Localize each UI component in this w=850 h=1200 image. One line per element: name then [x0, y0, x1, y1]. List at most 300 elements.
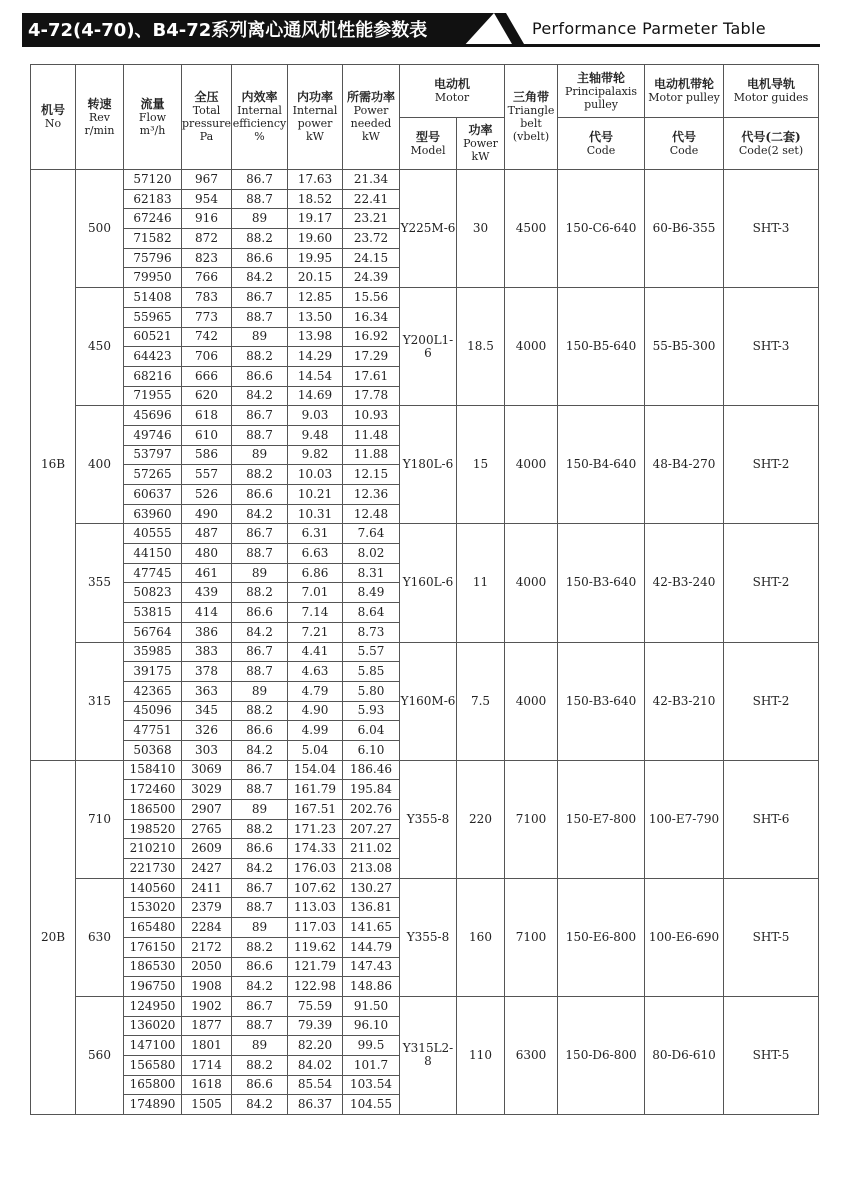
header-motor-pulley-code: 代号 Code — [645, 118, 724, 170]
pressure-cell: 345 — [182, 701, 232, 721]
efficiency-cell: 88.2 — [232, 347, 288, 367]
pressure-cell: 1902 — [182, 996, 232, 1016]
motor-guides-code-cell: SHT-2 — [724, 642, 819, 760]
header-rule — [22, 44, 820, 47]
efficiency-cell: 89 — [232, 563, 288, 583]
header-model: 型号 Model — [400, 118, 457, 170]
efficiency-cell: 86.6 — [232, 957, 288, 977]
flow-cell: 49746 — [124, 425, 182, 445]
flow-cell: 71582 — [124, 229, 182, 249]
table-row — [31, 996, 819, 1016]
rev-cell: 560 — [76, 996, 124, 1114]
pressure-cell: 2411 — [182, 878, 232, 898]
internal-power-cell: 171.23 — [288, 819, 343, 839]
header-notch — [494, 13, 524, 44]
efficiency-cell: 86.6 — [232, 1075, 288, 1095]
internal-power-cell: 121.79 — [288, 957, 343, 977]
flow-cell: 174890 — [124, 1095, 182, 1115]
efficiency-cell: 86.7 — [232, 878, 288, 898]
flow-cell: 140560 — [124, 878, 182, 898]
belt-cell: 7100 — [505, 760, 558, 878]
efficiency-cell: 86.7 — [232, 642, 288, 662]
pulley-code-cell: 150-D6-800 — [558, 996, 645, 1114]
power-needed-cell: 23.72 — [343, 229, 400, 249]
pulley-code-cell: 150-E6-800 — [558, 878, 645, 996]
pulley-code-cell: 150-B3-640 — [558, 642, 645, 760]
motor-guides-code-cell: SHT-5 — [724, 878, 819, 996]
power-needed-cell: 96.10 — [343, 1016, 400, 1036]
pressure-cell: 2284 — [182, 918, 232, 938]
belt-cell: 7100 — [505, 878, 558, 996]
header-motor-pulley: 电动机带轮 Motor pulley — [645, 65, 724, 118]
internal-power-cell: 75.59 — [288, 996, 343, 1016]
internal-power-cell: 122.98 — [288, 977, 343, 997]
efficiency-cell: 86.6 — [232, 248, 288, 268]
pressure-cell: 586 — [182, 445, 232, 465]
fan-number-cell: 16B — [31, 170, 76, 761]
motor-pulley-code-cell: 55-B5-300 — [645, 288, 724, 406]
power-needed-cell: 8.02 — [343, 544, 400, 564]
motor-guides-code-cell: SHT-6 — [724, 760, 819, 878]
power-needed-cell: 23.21 — [343, 209, 400, 229]
motor-power-cell: 220 — [457, 760, 505, 878]
pressure-cell: 480 — [182, 544, 232, 564]
pressure-cell: 3029 — [182, 780, 232, 800]
pressure-cell: 2379 — [182, 898, 232, 918]
motor-power-cell: 15 — [457, 406, 505, 524]
flow-cell: 47751 — [124, 721, 182, 741]
flow-cell: 50368 — [124, 740, 182, 760]
power-needed-cell: 17.61 — [343, 366, 400, 386]
header-pulley-code: 代号 Code — [558, 118, 645, 170]
pulley-code-cell: 150-E7-800 — [558, 760, 645, 878]
power-needed-cell: 202.76 — [343, 800, 400, 820]
header-power-needed: 所需功率 Power needed kW — [343, 65, 400, 170]
flow-cell: 63960 — [124, 504, 182, 524]
pressure-cell: 872 — [182, 229, 232, 249]
flow-cell: 196750 — [124, 977, 182, 997]
internal-power-cell: 176.03 — [288, 859, 343, 879]
internal-power-cell: 5.04 — [288, 740, 343, 760]
pressure-cell: 363 — [182, 681, 232, 701]
pressure-cell: 378 — [182, 662, 232, 682]
power-needed-cell: 22.41 — [343, 189, 400, 209]
internal-power-cell: 9.82 — [288, 445, 343, 465]
efficiency-cell: 88.7 — [232, 544, 288, 564]
power-needed-cell: 16.34 — [343, 307, 400, 327]
internal-power-cell: 7.14 — [288, 603, 343, 623]
efficiency-cell: 88.7 — [232, 1016, 288, 1036]
flow-cell: 53797 — [124, 445, 182, 465]
efficiency-cell: 89 — [232, 800, 288, 820]
efficiency-cell: 88.2 — [232, 701, 288, 721]
motor-model-cell: Y160L-6 — [400, 524, 457, 642]
table-row — [31, 878, 819, 898]
power-needed-cell: 8.31 — [343, 563, 400, 583]
power-needed-cell: 91.50 — [343, 996, 400, 1016]
belt-cell: 4000 — [505, 406, 558, 524]
internal-power-cell: 154.04 — [288, 760, 343, 780]
flow-cell: 45696 — [124, 406, 182, 426]
efficiency-cell: 86.6 — [232, 721, 288, 741]
motor-pulley-code-cell: 48-B4-270 — [645, 406, 724, 524]
power-needed-cell: 17.29 — [343, 347, 400, 367]
pressure-cell: 916 — [182, 209, 232, 229]
internal-power-cell: 82.20 — [288, 1036, 343, 1056]
motor-pulley-code-cell: 60-B6-355 — [645, 170, 724, 288]
flow-cell: 60637 — [124, 485, 182, 505]
motor-guides-code-cell: SHT-5 — [724, 996, 819, 1114]
flow-cell: 124950 — [124, 996, 182, 1016]
rev-cell: 355 — [76, 524, 124, 642]
efficiency-cell: 84.2 — [232, 977, 288, 997]
flow-cell: 176150 — [124, 937, 182, 957]
internal-power-cell: 113.03 — [288, 898, 343, 918]
efficiency-cell: 89 — [232, 918, 288, 938]
pressure-cell: 666 — [182, 366, 232, 386]
header-flow: 流量 Flow m³/h — [124, 65, 182, 170]
power-needed-cell: 15.56 — [343, 288, 400, 308]
power-needed-cell: 21.34 — [343, 170, 400, 190]
internal-power-cell: 14.54 — [288, 366, 343, 386]
pressure-cell: 1801 — [182, 1036, 232, 1056]
pressure-cell: 954 — [182, 189, 232, 209]
motor-pulley-code-cell: 100-E7-790 — [645, 760, 724, 878]
internal-power-cell: 13.50 — [288, 307, 343, 327]
flow-cell: 136020 — [124, 1016, 182, 1036]
power-needed-cell: 136.81 — [343, 898, 400, 918]
internal-power-cell: 86.37 — [288, 1095, 343, 1115]
pressure-cell: 618 — [182, 406, 232, 426]
pressure-cell: 3069 — [182, 760, 232, 780]
rev-cell: 630 — [76, 878, 124, 996]
motor-power-cell: 30 — [457, 170, 505, 288]
flow-cell: 198520 — [124, 819, 182, 839]
internal-power-cell: 174.33 — [288, 839, 343, 859]
motor-pulley-code-cell: 100-E6-690 — [645, 878, 724, 996]
internal-power-cell: 6.63 — [288, 544, 343, 564]
efficiency-cell: 86.6 — [232, 485, 288, 505]
efficiency-cell: 88.7 — [232, 898, 288, 918]
pressure-cell: 2050 — [182, 957, 232, 977]
page-header — [22, 13, 820, 47]
pressure-cell: 1505 — [182, 1095, 232, 1115]
internal-power-cell: 19.60 — [288, 229, 343, 249]
rev-cell: 400 — [76, 406, 124, 524]
internal-power-cell: 7.21 — [288, 622, 343, 642]
pressure-cell: 2765 — [182, 819, 232, 839]
motor-model-cell: Y180L-6 — [400, 406, 457, 524]
pressure-cell: 620 — [182, 386, 232, 406]
pressure-cell: 490 — [182, 504, 232, 524]
flow-cell: 67246 — [124, 209, 182, 229]
internal-power-cell: 7.01 — [288, 583, 343, 603]
power-needed-cell: 12.15 — [343, 465, 400, 485]
pressure-cell: 783 — [182, 288, 232, 308]
internal-power-cell: 4.63 — [288, 662, 343, 682]
internal-power-cell: 9.03 — [288, 406, 343, 426]
flow-cell: 210210 — [124, 839, 182, 859]
flow-cell: 35985 — [124, 642, 182, 662]
efficiency-cell: 84.2 — [232, 859, 288, 879]
efficiency-cell: 89 — [232, 209, 288, 229]
power-needed-cell: 99.5 — [343, 1036, 400, 1056]
internal-power-cell: 18.52 — [288, 189, 343, 209]
header-pulley: 主轴带轮 Principalaxis pulley — [558, 65, 645, 118]
internal-power-cell: 4.90 — [288, 701, 343, 721]
internal-power-cell: 6.86 — [288, 563, 343, 583]
power-needed-cell: 207.27 — [343, 819, 400, 839]
flow-cell: 57265 — [124, 465, 182, 485]
internal-power-cell: 14.29 — [288, 347, 343, 367]
flow-cell: 172460 — [124, 780, 182, 800]
header-efficiency: 内效率 Internal efficiency % — [232, 65, 288, 170]
internal-power-cell: 13.98 — [288, 327, 343, 347]
rev-cell: 315 — [76, 642, 124, 760]
pressure-cell: 766 — [182, 268, 232, 288]
internal-power-cell: 117.03 — [288, 918, 343, 938]
internal-power-cell: 10.21 — [288, 485, 343, 505]
belt-cell: 6300 — [505, 996, 558, 1114]
power-needed-cell: 6.04 — [343, 721, 400, 741]
efficiency-cell: 88.2 — [232, 583, 288, 603]
flow-cell: 40555 — [124, 524, 182, 544]
flow-cell: 60521 — [124, 327, 182, 347]
power-needed-cell: 5.85 — [343, 662, 400, 682]
pressure-cell: 461 — [182, 563, 232, 583]
flow-cell: 153020 — [124, 898, 182, 918]
belt-cell: 4000 — [505, 288, 558, 406]
motor-model-cell: Y225M-6 — [400, 170, 457, 288]
pressure-cell: 526 — [182, 485, 232, 505]
table-row — [31, 642, 819, 662]
pressure-cell: 1877 — [182, 1016, 232, 1036]
flow-cell: 62183 — [124, 189, 182, 209]
header-motor: 电动机 Motor — [400, 65, 505, 118]
internal-power-cell: 17.63 — [288, 170, 343, 190]
header-pressure: 全压 Total pressure Pa — [182, 65, 232, 170]
efficiency-cell: 88.2 — [232, 229, 288, 249]
power-needed-cell: 8.49 — [343, 583, 400, 603]
pressure-cell: 1618 — [182, 1075, 232, 1095]
power-needed-cell: 101.7 — [343, 1055, 400, 1075]
belt-cell: 4000 — [505, 642, 558, 760]
pressure-cell: 487 — [182, 524, 232, 544]
motor-pulley-code-cell: 80-D6-610 — [645, 996, 724, 1114]
pressure-cell: 414 — [182, 603, 232, 623]
table-row — [31, 760, 819, 780]
flow-cell: 165800 — [124, 1075, 182, 1095]
efficiency-cell: 89 — [232, 327, 288, 347]
efficiency-cell: 89 — [232, 681, 288, 701]
flow-cell: 51408 — [124, 288, 182, 308]
fan-number-cell: 20B — [31, 760, 76, 1114]
internal-power-cell: 167.51 — [288, 800, 343, 820]
belt-cell: 4500 — [505, 170, 558, 288]
internal-power-cell: 19.17 — [288, 209, 343, 229]
power-needed-cell: 5.57 — [343, 642, 400, 662]
efficiency-cell: 84.2 — [232, 622, 288, 642]
motor-model-cell: Y355-8 — [400, 760, 457, 878]
power-needed-cell: 103.54 — [343, 1075, 400, 1095]
header-motor-guides: 电机导轨 Motor guides — [724, 65, 819, 118]
belt-cell: 4000 — [505, 524, 558, 642]
efficiency-cell: 86.6 — [232, 366, 288, 386]
pulley-code-cell: 150-B5-640 — [558, 288, 645, 406]
efficiency-cell: 88.7 — [232, 307, 288, 327]
header-motor-power: 功率 Power kW — [457, 118, 505, 170]
pressure-cell: 742 — [182, 327, 232, 347]
power-needed-cell: 24.15 — [343, 248, 400, 268]
header-belt: 三角带 Triangle belt (vbelt) — [505, 65, 558, 170]
internal-power-cell: 79.39 — [288, 1016, 343, 1036]
rev-cell: 450 — [76, 288, 124, 406]
motor-guides-code-cell: SHT-2 — [724, 406, 819, 524]
table-body — [31, 170, 819, 1115]
rev-cell: 500 — [76, 170, 124, 288]
pressure-cell: 2172 — [182, 937, 232, 957]
motor-model-cell: Y315L2-8 — [400, 996, 457, 1114]
table-row — [31, 288, 819, 308]
pressure-cell: 1714 — [182, 1055, 232, 1075]
efficiency-cell: 88.7 — [232, 189, 288, 209]
power-needed-cell: 11.48 — [343, 425, 400, 445]
flow-cell: 50823 — [124, 583, 182, 603]
efficiency-cell: 88.7 — [232, 425, 288, 445]
efficiency-cell: 88.2 — [232, 465, 288, 485]
internal-power-cell: 14.69 — [288, 386, 343, 406]
flow-cell: 39175 — [124, 662, 182, 682]
internal-power-cell: 161.79 — [288, 780, 343, 800]
internal-power-cell: 119.62 — [288, 937, 343, 957]
title-en: Performance Parmeter Table — [532, 19, 766, 38]
motor-guides-code-cell: SHT-3 — [724, 170, 819, 288]
pressure-cell: 303 — [182, 740, 232, 760]
internal-power-cell: 20.15 — [288, 268, 343, 288]
efficiency-cell: 89 — [232, 1036, 288, 1056]
pressure-cell: 2609 — [182, 839, 232, 859]
power-needed-cell: 6.10 — [343, 740, 400, 760]
efficiency-cell: 86.7 — [232, 760, 288, 780]
efficiency-cell: 84.2 — [232, 268, 288, 288]
pressure-cell: 386 — [182, 622, 232, 642]
motor-power-cell: 160 — [457, 878, 505, 996]
flow-cell: 45096 — [124, 701, 182, 721]
efficiency-cell: 89 — [232, 445, 288, 465]
efficiency-cell: 84.2 — [232, 504, 288, 524]
flow-cell: 158410 — [124, 760, 182, 780]
flow-cell: 156580 — [124, 1055, 182, 1075]
internal-power-cell: 12.85 — [288, 288, 343, 308]
power-needed-cell: 10.93 — [343, 406, 400, 426]
power-needed-cell: 186.46 — [343, 760, 400, 780]
efficiency-cell: 86.7 — [232, 170, 288, 190]
pressure-cell: 2907 — [182, 800, 232, 820]
flow-cell: 53815 — [124, 603, 182, 623]
pressure-cell: 1908 — [182, 977, 232, 997]
internal-power-cell: 4.99 — [288, 721, 343, 741]
flow-cell: 64423 — [124, 347, 182, 367]
table-row — [31, 524, 819, 544]
efficiency-cell: 86.7 — [232, 524, 288, 544]
rev-cell: 710 — [76, 760, 124, 878]
power-needed-cell: 12.36 — [343, 485, 400, 505]
flow-cell: 55965 — [124, 307, 182, 327]
flow-cell: 68216 — [124, 366, 182, 386]
flow-cell: 71955 — [124, 386, 182, 406]
motor-model-cell: Y160M-6 — [400, 642, 457, 760]
motor-pulley-code-cell: 42-B3-240 — [645, 524, 724, 642]
pressure-cell: 557 — [182, 465, 232, 485]
power-needed-cell: 16.92 — [343, 327, 400, 347]
pressure-cell: 383 — [182, 642, 232, 662]
power-needed-cell: 211.02 — [343, 839, 400, 859]
motor-power-cell: 18.5 — [457, 288, 505, 406]
flow-cell: 221730 — [124, 859, 182, 879]
efficiency-cell: 88.2 — [232, 937, 288, 957]
flow-cell: 56764 — [124, 622, 182, 642]
efficiency-cell: 86.7 — [232, 406, 288, 426]
efficiency-cell: 84.2 — [232, 740, 288, 760]
efficiency-cell: 88.7 — [232, 780, 288, 800]
table-row — [31, 406, 819, 426]
internal-power-cell: 10.03 — [288, 465, 343, 485]
motor-pulley-code-cell: 42-B3-210 — [645, 642, 724, 760]
internal-power-cell: 4.79 — [288, 681, 343, 701]
power-needed-cell: 141.65 — [343, 918, 400, 938]
power-needed-cell: 17.78 — [343, 386, 400, 406]
flow-cell: 79950 — [124, 268, 182, 288]
title-cn: 4-72(4-70)、B4-72系列离心通风机性能参数表 — [28, 20, 428, 41]
internal-power-cell: 9.48 — [288, 425, 343, 445]
efficiency-cell: 84.2 — [232, 386, 288, 406]
power-needed-cell: 147.43 — [343, 957, 400, 977]
internal-power-cell: 10.31 — [288, 504, 343, 524]
motor-power-cell: 11 — [457, 524, 505, 642]
motor-guides-code-cell: SHT-2 — [724, 524, 819, 642]
motor-power-cell: 7.5 — [457, 642, 505, 760]
internal-power-cell: 84.02 — [288, 1055, 343, 1075]
header-rev: 转速 Rev r/min — [76, 65, 124, 170]
efficiency-cell: 86.7 — [232, 288, 288, 308]
power-needed-cell: 12.48 — [343, 504, 400, 524]
motor-power-cell: 110 — [457, 996, 505, 1114]
header-no: 机号 No — [31, 65, 76, 170]
pressure-cell: 439 — [182, 583, 232, 603]
flow-cell: 47745 — [124, 563, 182, 583]
power-needed-cell: 213.08 — [343, 859, 400, 879]
motor-model-cell: Y200L1-6 — [400, 288, 457, 406]
flow-cell: 186530 — [124, 957, 182, 977]
efficiency-cell: 88.7 — [232, 662, 288, 682]
motor-guides-code-cell: SHT-3 — [724, 288, 819, 406]
flow-cell: 165480 — [124, 918, 182, 938]
flow-cell: 186500 — [124, 800, 182, 820]
efficiency-cell: 86.7 — [232, 996, 288, 1016]
power-needed-cell: 144.79 — [343, 937, 400, 957]
pulley-code-cell: 150-B4-640 — [558, 406, 645, 524]
power-needed-cell: 130.27 — [343, 878, 400, 898]
power-needed-cell: 24.39 — [343, 268, 400, 288]
performance-table — [30, 64, 819, 1115]
efficiency-cell: 84.2 — [232, 1095, 288, 1115]
flow-cell: 75796 — [124, 248, 182, 268]
power-needed-cell: 8.64 — [343, 603, 400, 623]
power-needed-cell: 5.93 — [343, 701, 400, 721]
flow-cell: 57120 — [124, 170, 182, 190]
pressure-cell: 326 — [182, 721, 232, 741]
internal-power-cell: 6.31 — [288, 524, 343, 544]
